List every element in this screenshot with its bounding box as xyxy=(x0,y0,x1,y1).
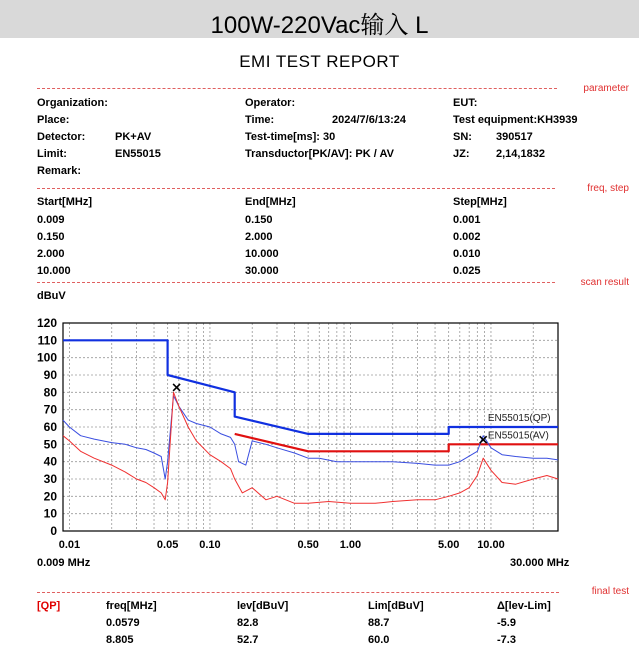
y-tick-label: 20 xyxy=(43,489,57,504)
y-tick-label: 100 xyxy=(36,350,57,365)
freq-header-start: Start[MHz] xyxy=(37,196,92,208)
y-tick-label: 40 xyxy=(43,454,57,469)
section-label-freq-step: freq, step xyxy=(587,183,629,194)
final-cell: -7.3 xyxy=(497,634,516,646)
final-header-lev: lev[dBuV] xyxy=(237,600,289,612)
av-limit-label: EN55015(AV) xyxy=(487,430,549,442)
separator-final-test xyxy=(37,592,559,593)
separator-scan-result xyxy=(37,282,555,283)
freq-header-end: End[MHz] xyxy=(245,196,296,208)
equipment-label: Test equipment:KH3939 xyxy=(453,114,578,126)
organization-label: Organization: xyxy=(37,97,108,109)
y-tick-label: 120 xyxy=(36,316,57,330)
x-tick-label: 0.01 xyxy=(58,539,81,551)
limit-value: EN55015 xyxy=(115,148,161,160)
detector-value: PK+AV xyxy=(115,131,152,143)
x-tick-label: 1.00 xyxy=(339,539,362,551)
x-tick-label: 5.00 xyxy=(437,539,460,551)
freq-cell: 0.010 xyxy=(453,248,481,260)
jz-label: JZ: xyxy=(453,148,470,160)
detector-label: Detector: xyxy=(37,131,86,143)
y-tick-label: 50 xyxy=(43,437,57,452)
jz-value: 2,14,1832 xyxy=(496,148,545,160)
final-cell: 0.0579 xyxy=(106,617,140,629)
final-cell: 8.805 xyxy=(106,634,134,646)
final-cell: 60.0 xyxy=(368,634,390,646)
time-label: Time: xyxy=(245,114,275,126)
freq-cell: 0.150 xyxy=(245,214,273,226)
freq-cell: 2.000 xyxy=(37,248,65,260)
final-header-freq: freq[MHz] xyxy=(106,600,157,612)
report-title: EMI TEST REPORT xyxy=(239,52,400,71)
x-axis-max-label: 30.000 MHz xyxy=(510,557,570,569)
operator-label: Operator: xyxy=(245,97,296,109)
remark-label: Remark: xyxy=(37,165,82,177)
y-tick-label: 70 xyxy=(43,402,57,417)
y-tick-label: 30 xyxy=(43,472,57,486)
qp-limit-label: EN55015(QP) xyxy=(487,413,551,424)
freq-cell: 0.009 xyxy=(37,214,65,226)
limit-label: Limit: xyxy=(37,148,67,160)
y-tick-label: 60 xyxy=(43,420,57,434)
freq-cell: 0.002 xyxy=(453,231,481,243)
transductor-label: Transductor[PK/AV]: PK / AV xyxy=(245,148,394,160)
final-header-delta: Δ[lev-Lim] xyxy=(497,600,551,612)
freq-cell: 10.000 xyxy=(37,265,71,277)
y-tick-label: 80 xyxy=(43,385,57,400)
freq-cell: 30.000 xyxy=(245,265,279,277)
final-test-mode: [QP] xyxy=(37,600,61,612)
series-pk-trace xyxy=(63,396,558,479)
freq-cell: 2.000 xyxy=(245,231,273,243)
freq-header-step: Step[MHz] xyxy=(453,196,507,208)
freq-cell: 0.025 xyxy=(453,265,481,277)
separator-freq-step xyxy=(37,188,555,189)
final-cell: 82.8 xyxy=(237,617,259,629)
section-label-scan-result: scan result xyxy=(580,277,629,288)
final-cell: 52.7 xyxy=(237,634,259,646)
y-axis-unit: dBuV xyxy=(37,290,66,302)
eut-label: EUT: xyxy=(453,97,478,109)
time-value: 2024/7/6/13:24 xyxy=(332,114,407,126)
x-axis-min-label: 0.009 MHz xyxy=(37,557,91,569)
y-tick-label: 110 xyxy=(37,333,57,348)
x-tick-label: 0.05 xyxy=(156,539,179,551)
x-tick-label: 0.50 xyxy=(297,539,319,551)
y-tick-label: 0 xyxy=(50,524,57,538)
section-label-parameter: parameter xyxy=(583,83,629,94)
x-tick-label: 0.10 xyxy=(199,539,221,551)
separator-parameter xyxy=(37,88,557,89)
place-label: Place: xyxy=(37,114,70,126)
y-tick-label: 10 xyxy=(43,506,57,521)
sn-value: 390517 xyxy=(496,131,533,143)
testtime-label: Test-time[ms]: 30 xyxy=(245,131,336,143)
final-header-lim: Lim[dBuV] xyxy=(368,600,424,612)
sn-label: SN: xyxy=(453,131,472,143)
freq-cell: 0.001 xyxy=(453,214,481,226)
freq-cell: 0.150 xyxy=(37,231,65,243)
section-label-final-test: final test xyxy=(591,586,629,597)
banner xyxy=(0,0,639,38)
y-tick-label: 90 xyxy=(43,368,57,382)
banner-title: 100W-220Vac输入 L xyxy=(210,12,429,39)
x-tick-label: 10.00 xyxy=(477,539,505,551)
freq-cell: 10.000 xyxy=(245,248,279,260)
series-qp-limit xyxy=(63,340,558,434)
final-cell: 88.7 xyxy=(368,617,390,629)
final-cell: -5.9 xyxy=(497,617,516,629)
emi-chart xyxy=(0,300,639,570)
